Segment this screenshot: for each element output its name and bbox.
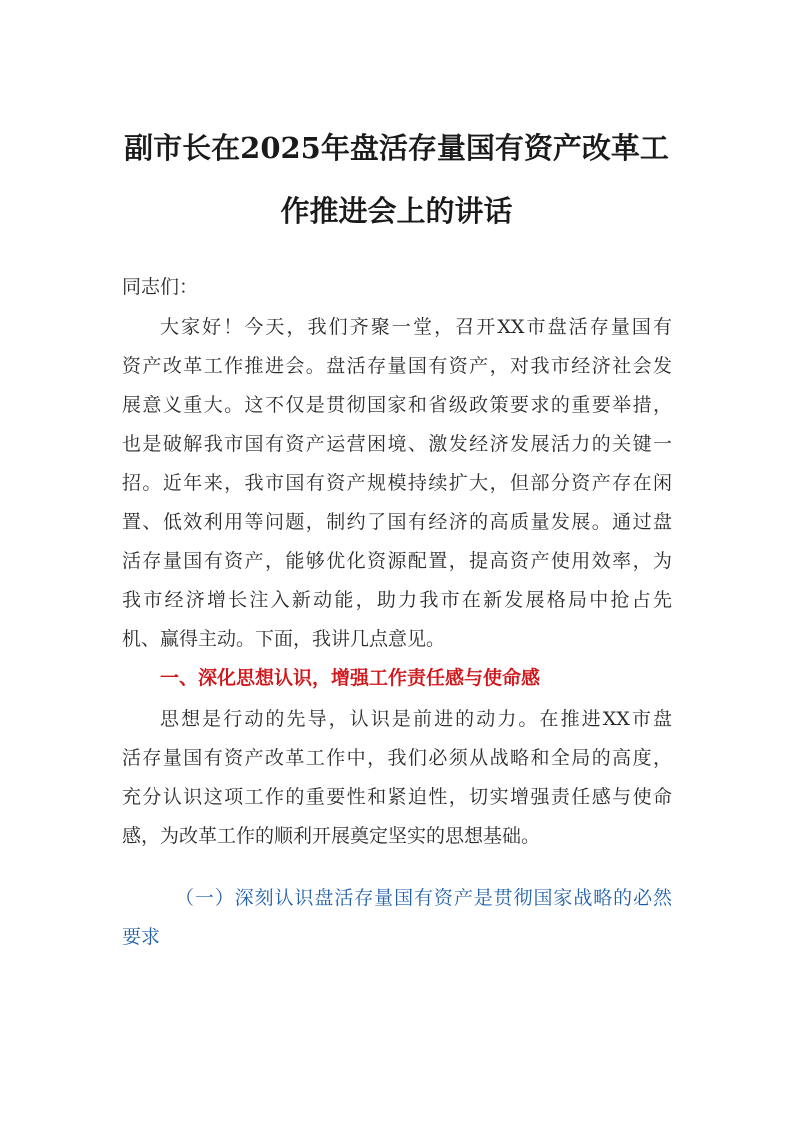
paragraph-2-line: 充分认识这项工作的重要性和紧迫性，切实增强责任感与使命 <box>122 786 672 808</box>
document-title-line-1: 副市长在2025年盘活存量国有资产改革工 <box>124 131 669 165</box>
paragraph-2-line: 感，为改革工作的顺利开展奠定坚实的思想基础。 <box>122 825 541 847</box>
subsection-1-heading-line-1: （一）深刻认识盘活存量国有资产是贯彻国家战略的必然 <box>175 887 672 909</box>
paragraph-1-line: 我市经济增长注入新动能，助力我市在新发展格局中抢占先 <box>122 589 672 611</box>
paragraph-1-line: 展意义重大。这不仅是贯彻国家和省级政策要求的重要举措， <box>122 394 672 416</box>
paragraph-1-line: 置、低效利用等问题，制约了国有经济的高质量发展。通过盘 <box>122 511 672 533</box>
paragraph-2-line: 活存量国有资产改革工作中，我们必须从战略和全局的高度， <box>122 747 672 769</box>
paragraph-1-line: 也是破解我市国有资产运营困境、激发经济发展活力的关键一 <box>122 433 672 455</box>
section-1-heading: 一、深化思想认识，增强工作责任感与使命感 <box>160 667 541 689</box>
document-title-line-2: 作推进会上的讲话 <box>280 194 513 228</box>
subsection-1-heading-line-2: 要求 <box>122 926 161 948</box>
paragraph-1-line: 机、赢得主动。下面，我讲几点意见。 <box>122 628 446 650</box>
paragraph-1-line: 活存量国有资产，能够优化资源配置，提高资产使用效率，为 <box>122 550 672 572</box>
paragraph-1-line: 招。近年来，我市国有资产规模持续扩大，但部分资产存在闲 <box>122 472 672 494</box>
paragraph-2-line: 思想是行动的先导，认识是前进的动力。在推进XX市盘 <box>160 708 672 730</box>
paragraph-1-line: 大家好！今天，我们齐聚一堂，召开XX市盘活存量国有 <box>160 316 672 338</box>
paragraph-1-line: 资产改革工作推进会。盘活存量国有资产，对我市经济社会发 <box>122 355 672 377</box>
salutation: 同志们： <box>122 276 199 298</box>
